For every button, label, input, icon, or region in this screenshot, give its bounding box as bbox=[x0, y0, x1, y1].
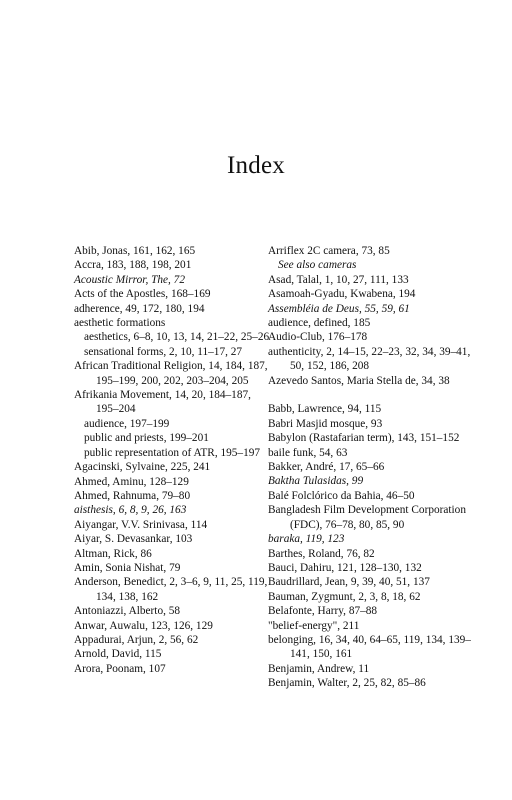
index-entry: Accra, 183, 188, 198, 201 bbox=[74, 259, 192, 272]
index-entry: African Traditional Religion, 14, 184, 187, 195–199, 200, 202, 203–204, 205 bbox=[74, 360, 268, 387]
index-entry: Abib, Jonas, 161, 162, 165 bbox=[74, 245, 196, 257]
index-entry: Baktha Tulasidas, 99 bbox=[268, 475, 364, 488]
index-entry: Bauci, Dahiru, 121, 128–130, 132 bbox=[268, 561, 422, 574]
index-entry: Agacinski, Sylvaine, 225, 241 bbox=[74, 461, 211, 474]
index-entry: Arnold, David, 115 bbox=[74, 648, 162, 661]
index-entry: Barthes, Roland, 76, 82 bbox=[268, 547, 375, 560]
index-entry: Benjamin, Walter, 2, 25, 82, 85–86 bbox=[268, 677, 426, 690]
index-subentry: See also cameras bbox=[278, 259, 357, 272]
index-entry: Afrikania Movement, 14, 20, 184–187, 195–204 bbox=[74, 389, 251, 416]
index-subentry: public representation of ATR, 195–197 bbox=[84, 446, 261, 459]
index-entry: adherence, 49, 172, 180, 194 bbox=[74, 302, 205, 315]
index-column-right bbox=[268, 244, 473, 691]
index-entry: Bakker, André, 17, 65–66 bbox=[268, 461, 385, 474]
index-entry: baraka, 119, 123 bbox=[268, 533, 345, 546]
index-subentry: aesthetics, 6–8, 10, 13, 14, 21–22, 25–26 bbox=[84, 331, 270, 344]
index-column-left bbox=[74, 244, 274, 676]
index-entry: Altman, Rick, 86 bbox=[74, 547, 152, 560]
index-entry: Bangladesh Film Development Corporation (FDC), 76–78, 80, 85, 90 bbox=[268, 504, 466, 531]
index-subentry: audience, 197–199 bbox=[84, 417, 170, 430]
index-entry: aisthesis, 6, 8, 9, 26, 163 bbox=[74, 504, 187, 517]
index-entry: Benjamin, Andrew, 11 bbox=[268, 662, 370, 675]
index-entry: Aiyangar, V.V. Srinivasa, 114 bbox=[74, 518, 208, 531]
index-entry: belonging, 16, 34, 40, 64–65, 119, 134, 139–141, 150, 161 bbox=[268, 633, 471, 661]
index-entry: Antoniazzi, Alberto, 58 bbox=[74, 605, 181, 618]
index-entry: Assembléia de Deus, 55, 59, 61 bbox=[268, 302, 410, 315]
index-entry: Audio-Club, 176–178 bbox=[268, 331, 368, 344]
index-entry: Arora, Poonam, 107 bbox=[74, 662, 166, 675]
index-entry: Asad, Talal, 1, 10, 27, 111, 133 bbox=[268, 273, 409, 286]
index-entry: Acoustic Mirror, The, 72 bbox=[74, 273, 185, 286]
index-entry: Acts of the Apostles, 168–169 bbox=[74, 288, 211, 301]
index-entry: Aiyar, S. Devasankar, 103 bbox=[74, 533, 193, 546]
index-entry: Arriflex 2C camera, 73, 85 bbox=[268, 245, 390, 257]
index-entry: "belief-energy", 211 bbox=[268, 619, 360, 632]
index-entry: Amin, Sonia Nishat, 79 bbox=[74, 561, 181, 574]
index-entry: Anwar, Auwalu, 123, 126, 129 bbox=[74, 619, 213, 632]
index-entry: Asamoah-Gyadu, Kwabena, 194 bbox=[268, 288, 416, 301]
index-entry: authenticity, 2, 14–15, 22–23, 32, 34, 39–41, 50, 152, 186, 208 bbox=[268, 345, 471, 373]
index-entry: Azevedo Santos, Maria Stella de, 34, 38 bbox=[268, 374, 450, 387]
index-entry: Anderson, Benedict, 2, 3–6, 9, 11, 25, 119, 134, 138, 162 bbox=[74, 576, 268, 603]
index-entry: audience, defined, 185 bbox=[268, 317, 371, 330]
index-entry: Babylon (Rastafarian term), 143, 151–152 bbox=[268, 432, 460, 445]
index-entry: Ahmed, Rahnuma, 79–80 bbox=[74, 489, 191, 502]
index-entry: Babb, Lawrence, 94, 115 bbox=[268, 403, 382, 416]
index-entry: Babri Masjid mosque, 93 bbox=[268, 417, 383, 430]
index-entry: Belafonte, Harry, 87–88 bbox=[268, 605, 378, 618]
index-entry: Baudrillard, Jean, 9, 39, 40, 51, 137 bbox=[268, 576, 430, 589]
index-subentry: public and priests, 199–201 bbox=[84, 432, 209, 445]
page-title: Index bbox=[227, 152, 285, 179]
index-entry: Appadurai, Arjun, 2, 56, 62 bbox=[74, 633, 199, 646]
index-entry: baile funk, 54, 63 bbox=[268, 446, 348, 459]
index-entry: Ahmed, Aminu, 128–129 bbox=[74, 475, 189, 488]
index-entry: Bauman, Zygmunt, 2, 3, 8, 18, 62 bbox=[268, 590, 421, 603]
index-entry: Balé Folclórico da Bahia, 46–50 bbox=[268, 489, 415, 502]
index-entry: aesthetic formations bbox=[74, 317, 166, 330]
index-subentry: sensational forms, 2, 10, 11–17, 27 bbox=[84, 345, 243, 358]
